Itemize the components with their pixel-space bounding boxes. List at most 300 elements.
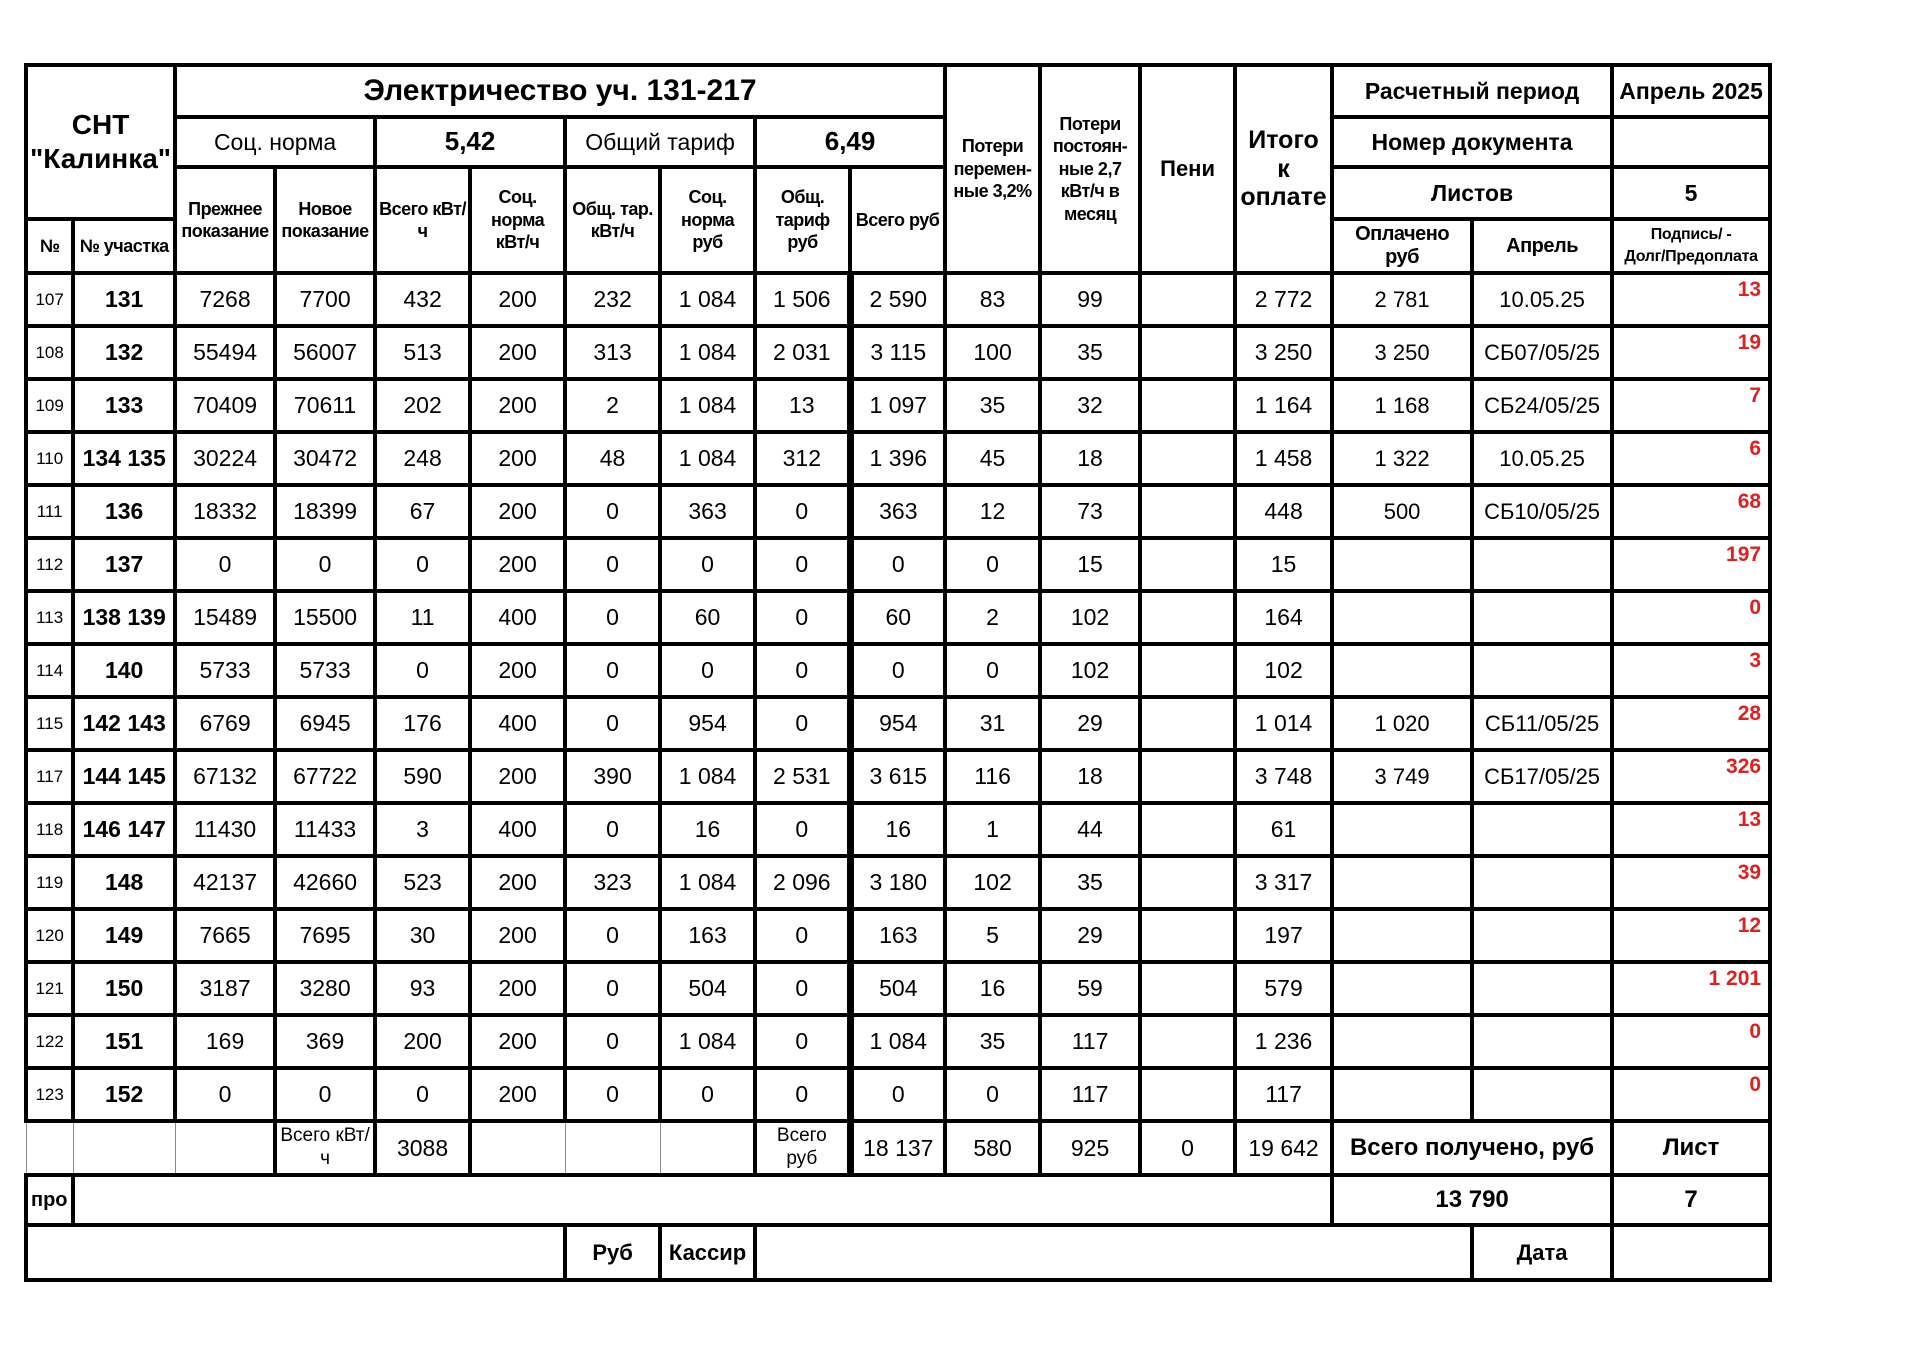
common-tariff-kwh: 0 (565, 909, 660, 962)
paid-rub (1332, 644, 1472, 697)
previous-reading: 11430 (175, 803, 275, 856)
doc-number-label: Номер документа (1332, 117, 1612, 167)
payment-date: СБ11/05/25 (1472, 697, 1612, 750)
footer-row (26, 1225, 1770, 1280)
paid-rub (1332, 962, 1472, 1015)
common-tariff-kwh: 48 (565, 432, 660, 485)
paid-rub: 1 168 (1332, 379, 1472, 432)
payment-date (1472, 962, 1612, 1015)
social-norm-kwh: 400 (470, 697, 565, 750)
previous-reading: 67132 (175, 750, 275, 803)
total-due: 3 748 (1235, 750, 1332, 803)
total-due: 197 (1235, 909, 1332, 962)
penalty-cell (1140, 1015, 1235, 1068)
loss-variable: 83 (945, 273, 1040, 326)
social-norm-rub: 1 084 (660, 273, 755, 326)
total-kwh: 200 (375, 1015, 470, 1068)
penalty-cell (1140, 697, 1235, 750)
total-rub: 1 396 (850, 432, 945, 485)
loss-variable: 100 (945, 326, 1040, 379)
common-tariff-rub: 0 (755, 697, 850, 750)
sheet-title: Электричество уч. 131-217 (175, 65, 945, 117)
plot-number: 133 (73, 379, 175, 432)
social-norm-kwh: 400 (470, 803, 565, 856)
total-kwh: 432 (375, 273, 470, 326)
new-reading: 11433 (275, 803, 375, 856)
payment-date (1472, 538, 1612, 591)
paid-rub: 1 020 (1332, 697, 1472, 750)
total-loss-constant: 925 (1040, 1121, 1140, 1175)
cashier-signature-area (755, 1225, 1472, 1280)
total-due: 2 772 (1235, 273, 1332, 326)
plot-number: 148 (73, 856, 175, 909)
signature-debt: 19 (1612, 326, 1770, 379)
total-rub: 3 115 (850, 326, 945, 379)
common-tariff-label: Общий тариф (565, 117, 755, 167)
social-norm-rub: 1 084 (660, 856, 755, 909)
new-reading: 30472 (275, 432, 375, 485)
plot-number: 137 (73, 538, 175, 591)
total-due: 579 (1235, 962, 1332, 1015)
table-row (26, 485, 1770, 538)
social-norm-kwh: 200 (470, 379, 565, 432)
loss-constant: 35 (1040, 856, 1140, 909)
new-reading: 7700 (275, 273, 375, 326)
paid-rub (1332, 538, 1472, 591)
previous-reading: 3187 (175, 962, 275, 1015)
total-rub-label: Всего руб (755, 1121, 850, 1175)
table-row (26, 856, 1770, 909)
total-rub: 504 (850, 962, 945, 1015)
penalty-cell (1140, 379, 1235, 432)
row-number: 118 (26, 803, 73, 856)
total-rub: 3 615 (850, 750, 945, 803)
loss-variable: 31 (945, 697, 1040, 750)
row-number: 114 (26, 644, 73, 697)
common-tariff-rub: 0 (755, 803, 850, 856)
date-label: Дата (1472, 1225, 1612, 1280)
paid-rub (1332, 1068, 1472, 1121)
total-due: 3 317 (1235, 856, 1332, 909)
col-loss-variable: Потери перемен-ные 3,2% (945, 65, 1040, 273)
period-value: Апрель 2025 (1612, 65, 1770, 117)
empty-cell (73, 1175, 1332, 1225)
loss-constant: 59 (1040, 962, 1140, 1015)
previous-reading: 15489 (175, 591, 275, 644)
loss-variable: 5 (945, 909, 1040, 962)
payment-date (1472, 591, 1612, 644)
penalty-cell (1140, 273, 1235, 326)
social-norm-rub: 504 (660, 962, 755, 1015)
payment-date: СБ10/05/25 (1472, 485, 1612, 538)
new-reading: 70611 (275, 379, 375, 432)
total-due: 15 (1235, 538, 1332, 591)
col-social-norm-rub: Соц. норма руб (660, 167, 755, 273)
row-number: 108 (26, 326, 73, 379)
payment-date: СБ07/05/25 (1472, 326, 1612, 379)
signature-debt: 0 (1612, 1015, 1770, 1068)
new-reading: 56007 (275, 326, 375, 379)
total-rub: 163 (850, 909, 945, 962)
total-rub: 1 084 (850, 1015, 945, 1068)
common-tariff-kwh: 2 (565, 379, 660, 432)
payment-date (1472, 909, 1612, 962)
sheet-word-label: Лист (1612, 1121, 1770, 1175)
loss-constant: 73 (1040, 485, 1140, 538)
table-row (26, 644, 1770, 697)
total-kwh: 202 (375, 379, 470, 432)
total-rub: 3 180 (850, 856, 945, 909)
row-number: 107 (26, 273, 73, 326)
penalty-cell (1140, 326, 1235, 379)
previous-reading: 7268 (175, 273, 275, 326)
plot-number: 150 (73, 962, 175, 1015)
table-row (26, 962, 1770, 1015)
plot-number: 146 147 (73, 803, 175, 856)
table-row (26, 1015, 1770, 1068)
total-due: 448 (1235, 485, 1332, 538)
social-norm-rub: 0 (660, 644, 755, 697)
signature-debt: 28 (1612, 697, 1770, 750)
social-norm-kwh: 200 (470, 909, 565, 962)
paid-rub: 500 (1332, 485, 1472, 538)
payment-date (1472, 1068, 1612, 1121)
total-due: 1 458 (1235, 432, 1332, 485)
payment-date: СБ24/05/25 (1472, 379, 1612, 432)
col-social-norm-kwh: Соц. норма кВт/ч (470, 167, 565, 273)
social-norm-rub: 16 (660, 803, 755, 856)
plot-number: 138 139 (73, 591, 175, 644)
loss-variable: 12 (945, 485, 1040, 538)
table-row (26, 909, 1770, 962)
org-name-line1: СНТ (71, 109, 130, 141)
loss-variable: 16 (945, 962, 1040, 1015)
row-number: 120 (26, 909, 73, 962)
loss-variable: 35 (945, 379, 1040, 432)
paid-rub (1332, 803, 1472, 856)
row-number: 123 (26, 1068, 73, 1121)
common-tariff-rub: 0 (755, 591, 850, 644)
social-norm-rub: 1 084 (660, 432, 755, 485)
loss-variable: 35 (945, 1015, 1040, 1068)
new-reading: 3280 (275, 962, 375, 1015)
penalty-cell (1140, 856, 1235, 909)
plot-number: 144 145 (73, 750, 175, 803)
penalty-cell (1140, 432, 1235, 485)
common-tariff-rub: 2 096 (755, 856, 850, 909)
common-tariff-rub: 0 (755, 485, 850, 538)
total-rub: 16 (850, 803, 945, 856)
total-kwh: 513 (375, 326, 470, 379)
payment-date (1472, 644, 1612, 697)
loss-constant: 102 (1040, 644, 1140, 697)
signature-debt: 7 (1612, 379, 1770, 432)
signature-debt: 0 (1612, 591, 1770, 644)
total-kwh: 176 (375, 697, 470, 750)
signature-debt: 39 (1612, 856, 1770, 909)
loss-constant: 102 (1040, 591, 1140, 644)
previous-reading: 70409 (175, 379, 275, 432)
common-tariff-rub: 0 (755, 962, 850, 1015)
previous-reading: 55494 (175, 326, 275, 379)
total-kwh-label: Всего кВт/ч (275, 1121, 375, 1175)
penalty-cell (1140, 803, 1235, 856)
social-norm-rub: 1 084 (660, 750, 755, 803)
org-name-line2: "Калинка" (30, 143, 172, 174)
social-norm-rub: 1 084 (660, 379, 755, 432)
penalty-cell (1140, 591, 1235, 644)
social-norm-rub: 1 084 (660, 326, 755, 379)
new-reading: 6945 (275, 697, 375, 750)
previous-reading: 42137 (175, 856, 275, 909)
social-norm-kwh: 200 (470, 1068, 565, 1121)
loss-constant: 15 (1040, 538, 1140, 591)
previous-reading: 0 (175, 1068, 275, 1121)
payment-date (1472, 803, 1612, 856)
total-kwh: 0 (375, 644, 470, 697)
common-tariff-kwh: 0 (565, 1068, 660, 1121)
total-rub-value: 18 137 (850, 1121, 945, 1175)
previous-reading: 5733 (175, 644, 275, 697)
total-kwh: 93 (375, 962, 470, 1015)
empty-cell (660, 1121, 755, 1175)
previous-reading: 0 (175, 538, 275, 591)
total-penalty: 0 (1140, 1121, 1235, 1175)
total-kwh: 0 (375, 1068, 470, 1121)
common-tariff-rub: 0 (755, 909, 850, 962)
row-number: 115 (26, 697, 73, 750)
total-kwh: 30 (375, 909, 470, 962)
loss-constant: 32 (1040, 379, 1140, 432)
penalty-cell (1140, 485, 1235, 538)
common-tariff-rub: 312 (755, 432, 850, 485)
total-kwh: 590 (375, 750, 470, 803)
loss-variable: 0 (945, 538, 1040, 591)
loss-constant: 18 (1040, 750, 1140, 803)
total-due: 1 236 (1235, 1015, 1332, 1068)
header-row-2 (26, 117, 1770, 167)
table-row (26, 803, 1770, 856)
rub-label: Руб (565, 1225, 660, 1280)
total-rub: 0 (850, 538, 945, 591)
cashier-label: Кассир (660, 1225, 755, 1280)
signature-debt: 0 (1612, 1068, 1770, 1121)
social-norm-kwh: 200 (470, 485, 565, 538)
table-footer (26, 1121, 1770, 1280)
col-total-kwh: Всего кВт/ч (375, 167, 470, 273)
common-tariff-rub: 13 (755, 379, 850, 432)
total-rub: 0 (850, 644, 945, 697)
social-norm-label: Соц. норма (175, 117, 375, 167)
common-tariff-rub: 2 531 (755, 750, 850, 803)
social-norm-kwh: 200 (470, 538, 565, 591)
total-due: 61 (1235, 803, 1332, 856)
date-value-cell (1612, 1225, 1770, 1280)
loss-constant: 29 (1040, 697, 1140, 750)
previous-reading: 7665 (175, 909, 275, 962)
plot-number: 142 143 (73, 697, 175, 750)
social-norm-kwh: 200 (470, 273, 565, 326)
sheets-value: 5 (1612, 167, 1770, 219)
total-kwh: 0 (375, 538, 470, 591)
common-tariff-kwh: 0 (565, 1015, 660, 1068)
social-norm-rub: 60 (660, 591, 755, 644)
total-kwh: 3 (375, 803, 470, 856)
row-number: 110 (26, 432, 73, 485)
loss-constant: 44 (1040, 803, 1140, 856)
penalty-cell (1140, 538, 1235, 591)
loss-constant: 35 (1040, 326, 1140, 379)
new-reading: 369 (275, 1015, 375, 1068)
empty-cell (175, 1121, 275, 1175)
common-tariff-kwh: 0 (565, 591, 660, 644)
table-row (26, 1068, 1770, 1121)
clipped-note: про (26, 1175, 73, 1225)
payment-date (1472, 856, 1612, 909)
total-due: 1 014 (1235, 697, 1332, 750)
paid-rub: 3 749 (1332, 750, 1472, 803)
previous-reading: 30224 (175, 432, 275, 485)
row-number: 112 (26, 538, 73, 591)
common-tariff-kwh: 0 (565, 538, 660, 591)
table-row (26, 750, 1770, 803)
new-reading: 0 (275, 538, 375, 591)
signature-debt: 6 (1612, 432, 1770, 485)
received-total-label: Всего получено, руб (1332, 1121, 1612, 1175)
new-reading: 42660 (275, 856, 375, 909)
table-row (26, 538, 1770, 591)
table-body (26, 273, 1770, 1121)
paid-rub: 2 781 (1332, 273, 1472, 326)
penalty-cell (1140, 644, 1235, 697)
sheet-number-value: 7 (1612, 1175, 1770, 1225)
signature-debt: 326 (1612, 750, 1770, 803)
previous-reading: 169 (175, 1015, 275, 1068)
loss-variable: 1 (945, 803, 1040, 856)
total-due: 164 (1235, 591, 1332, 644)
paid-rub: 3 250 (1332, 326, 1472, 379)
col-signature-line2: Долг/Предоплата (1624, 248, 1758, 265)
row-number: 121 (26, 962, 73, 1015)
total-kwh: 248 (375, 432, 470, 485)
common-tariff-rub: 1 506 (755, 273, 850, 326)
empty-cell (26, 1121, 73, 1175)
org-name (26, 65, 175, 219)
signature-debt: 1 201 (1612, 962, 1770, 1015)
paid-rub (1332, 856, 1472, 909)
total-kwh: 523 (375, 856, 470, 909)
penalty-cell (1140, 1068, 1235, 1121)
col-signature-line1: Подпись/ - (1650, 226, 1732, 244)
total-due: 1 164 (1235, 379, 1332, 432)
signature-debt: 12 (1612, 909, 1770, 962)
col-signature-debt (1612, 219, 1770, 273)
table-row (26, 697, 1770, 750)
common-tariff-kwh: 313 (565, 326, 660, 379)
total-rub: 0 (850, 1068, 945, 1121)
common-tariff-rub: 0 (755, 538, 850, 591)
paid-rub (1332, 591, 1472, 644)
social-norm-rub: 363 (660, 485, 755, 538)
penalty-cell (1140, 962, 1235, 1015)
totals-row (26, 1121, 1770, 1175)
table-row (26, 379, 1770, 432)
common-tariff-kwh: 0 (565, 962, 660, 1015)
total-due: 3 250 (1235, 326, 1332, 379)
total-due: 102 (1235, 644, 1332, 697)
col-previous-reading: Прежнее показание (175, 167, 275, 273)
col-plot-number: № участка (73, 219, 175, 273)
payment-date: 10.05.25 (1472, 432, 1612, 485)
total-kwh: 67 (375, 485, 470, 538)
empty-cell (470, 1121, 565, 1175)
social-norm-rub: 954 (660, 697, 755, 750)
total-rub: 60 (850, 591, 945, 644)
plot-number: 152 (73, 1068, 175, 1121)
common-tariff-kwh: 0 (565, 485, 660, 538)
col-row-number: № (26, 219, 73, 273)
loss-constant: 18 (1040, 432, 1140, 485)
plot-number: 136 (73, 485, 175, 538)
billing-sheet (24, 63, 1772, 1282)
plot-number: 131 (73, 273, 175, 326)
common-tariff-value: 6,49 (755, 117, 945, 167)
social-norm-value: 5,42 (375, 117, 565, 167)
row-number: 122 (26, 1015, 73, 1068)
new-reading: 5733 (275, 644, 375, 697)
paid-rub (1332, 1015, 1472, 1068)
payment-date: 10.05.25 (1472, 273, 1612, 326)
received-total-value: 13 790 (1332, 1175, 1612, 1225)
loss-variable: 0 (945, 1068, 1040, 1121)
social-norm-kwh: 400 (470, 591, 565, 644)
common-tariff-rub: 0 (755, 1015, 850, 1068)
total-loss-variable: 580 (945, 1121, 1040, 1175)
social-norm-kwh: 200 (470, 326, 565, 379)
plot-number: 151 (73, 1015, 175, 1068)
loss-constant: 29 (1040, 909, 1140, 962)
social-norm-kwh: 200 (470, 750, 565, 803)
social-norm-kwh: 200 (470, 644, 565, 697)
signature-debt: 13 (1612, 273, 1770, 326)
plot-number: 134 135 (73, 432, 175, 485)
row-number: 119 (26, 856, 73, 909)
common-tariff-kwh: 0 (565, 803, 660, 856)
loss-variable: 2 (945, 591, 1040, 644)
new-reading: 67722 (275, 750, 375, 803)
col-paid-rub: Оплачено руб (1332, 219, 1472, 273)
row-number: 109 (26, 379, 73, 432)
payment-date (1472, 1015, 1612, 1068)
social-norm-rub: 0 (660, 1068, 755, 1121)
social-norm-rub: 1 084 (660, 1015, 755, 1068)
previous-reading: 18332 (175, 485, 275, 538)
row-number: 117 (26, 750, 73, 803)
new-reading: 7695 (275, 909, 375, 962)
plot-number: 149 (73, 909, 175, 962)
doc-number-value (1612, 117, 1770, 167)
paid-rub: 1 322 (1332, 432, 1472, 485)
payment-date: СБ17/05/25 (1472, 750, 1612, 803)
social-norm-kwh: 200 (470, 962, 565, 1015)
signature-debt: 13 (1612, 803, 1770, 856)
loss-variable: 102 (945, 856, 1040, 909)
loss-constant: 117 (1040, 1015, 1140, 1068)
plot-number: 132 (73, 326, 175, 379)
empty-cell (26, 1225, 565, 1280)
common-tariff-rub: 0 (755, 1068, 850, 1121)
col-common-tariff-kwh: Общ. тар. кВт/ч (565, 167, 660, 273)
